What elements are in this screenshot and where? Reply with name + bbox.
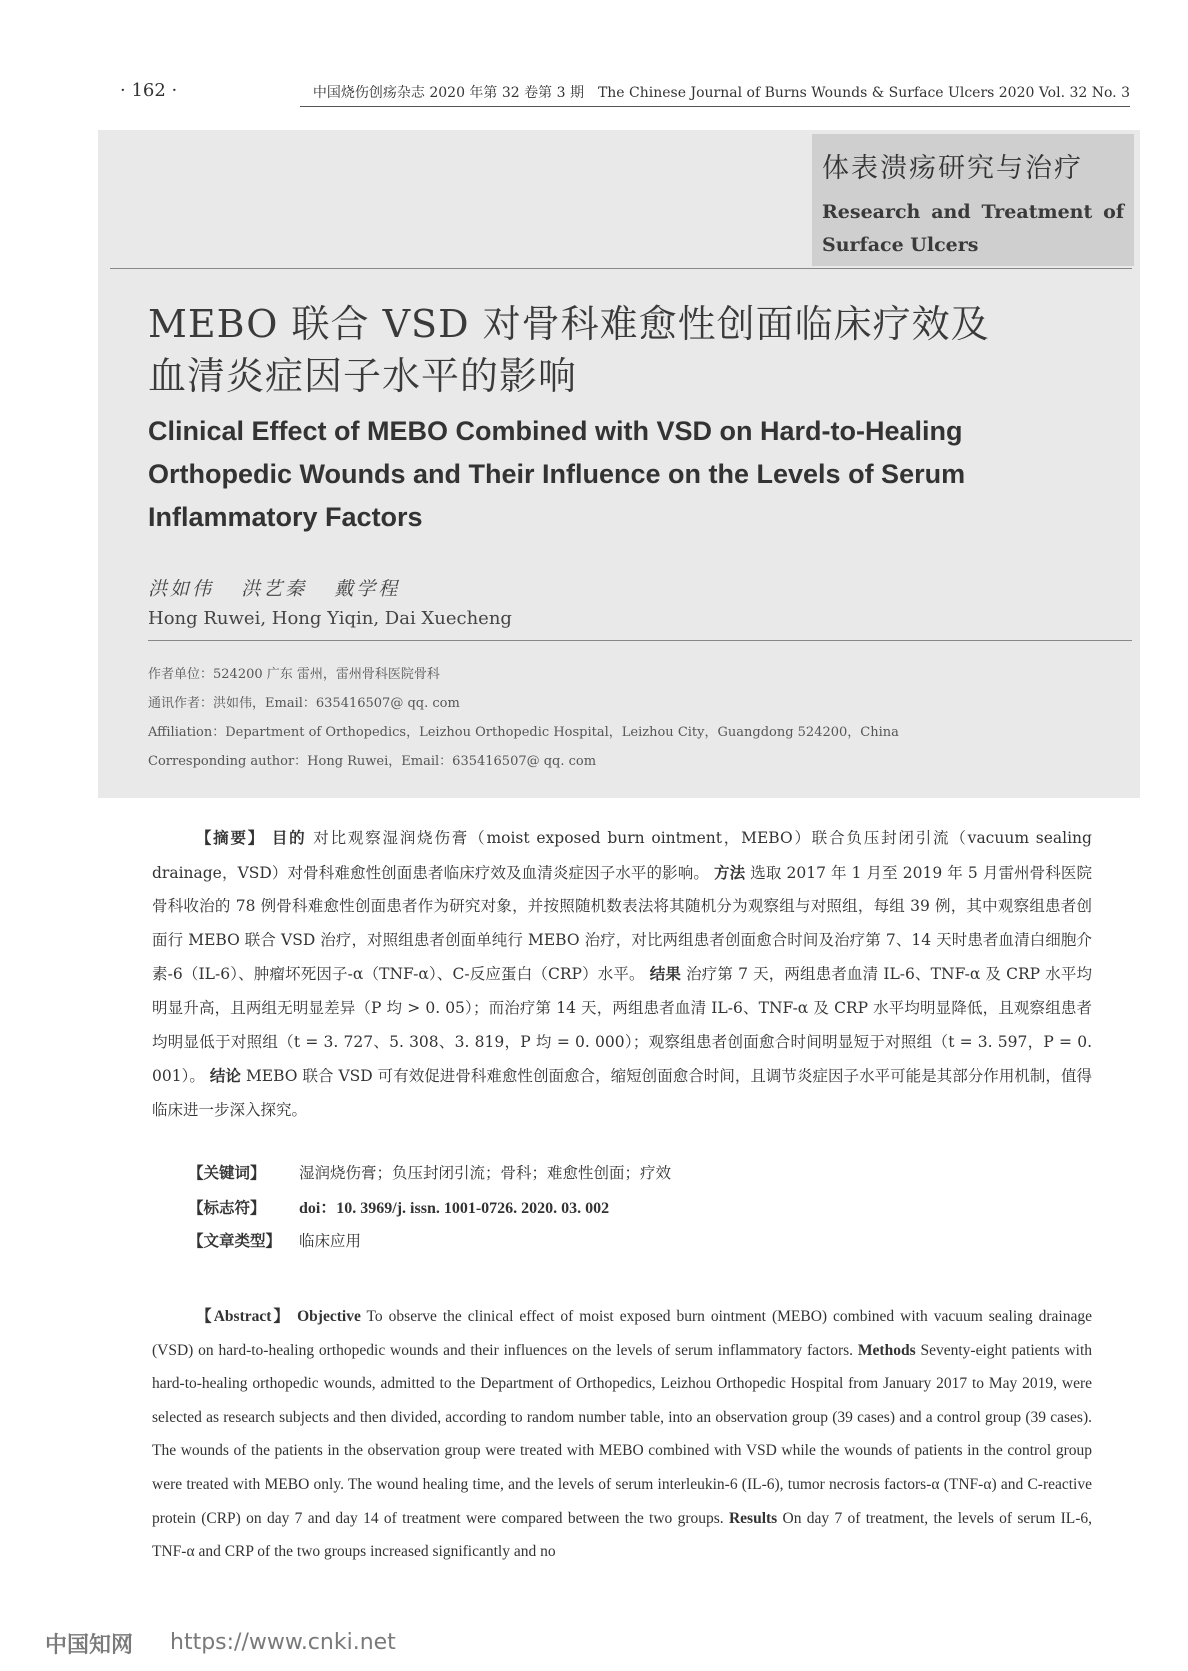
authors-en: Hong Ruwei, Hong Yiqin, Dai Xuecheng (148, 608, 512, 629)
column-label-en: Research and Treatment of Surface Ulcers (822, 201, 1124, 256)
results-text-en: On day 7 of treatment, the levels of serum IL-6, TNF-α and CRP of the two groups increased significantly and no (152, 1509, 1093, 1561)
doi-value: doi：10. 3969/j. issn. 1001-0726. 2020. 03. 002 (298, 1200, 610, 1217)
header-rule (300, 106, 1130, 107)
journal-citation: 中国烧伤创疡杂志 2020 年第 32 卷第 3 期 The Chinese Journal of Burns Wounds & Surface Ulcers 2020 Vol. 32 No. 3 (312, 85, 1130, 101)
abstract-cn-label: 【摘要】 (194, 828, 266, 847)
results-label-cn: 结果 (649, 964, 682, 984)
article-title-en: Clinical Effect of MEBO Combined with VSD on Hard-to-Healing Orthopedic Wounds and Their Influence on the Levels of Serum Inflammatory Factors (148, 416, 966, 532)
abstract-en (152, 1300, 1092, 1569)
abstract-en-label: 【Abstract】 (194, 1308, 292, 1325)
keywords-row (188, 1161, 671, 1183)
authors-cn: 洪如伟 洪艺秦 戴学程 (148, 578, 401, 600)
methods-label-en: Methods (857, 1341, 916, 1359)
conclusion-text-cn: MEBO 联合 VSD 可有效促进骨科难愈性创面愈合，缩短创面愈合时间，且调节炎症因子水平可能是其部分作用机制，值得临床进一步深入探究。 (152, 1067, 1092, 1119)
title-cn-line-1: MEBO 联合 VSD 对骨科难愈性创面临床疗效及 (148, 302, 990, 346)
objective-text-cn: 对比观察湿润烧伤膏（moist exposed burn ointment，MEBO）联合负压封闭引流（vacuum sealing drainage，VSD）对骨科难愈性创面患者临床疗效及血清炎症因子水平的影响。 (152, 829, 1092, 882)
conclusion-label-cn: 结论 (209, 1066, 241, 1086)
keywords-value: 湿润烧伤膏；负压封闭引流；骨科；难愈性创面；疗效 (298, 1164, 671, 1182)
article-type-label: 【文章类型】 (188, 1231, 282, 1250)
objective-label-cn: 目的 (271, 828, 307, 847)
article-title-cn (148, 298, 1048, 402)
keywords-label: 【关键词】 (188, 1163, 266, 1182)
column-rule (110, 268, 1132, 269)
identifier-label: 【标志符】 (188, 1198, 266, 1217)
objective-text-en: To observe the clinical effect of moist exposed burn ointment (MEBO) combined with vacuum sealing drainage (VSD) on hard-to-healing orthopedic wounds and their influences on the levels of serum inflammatory factors. (152, 1308, 1092, 1359)
cnki-logo: 中国知网 (45, 1633, 134, 1658)
cnki-url: https://www.cnki.net (170, 1630, 396, 1655)
methods-text-cn: 选取 2017 年 1 月至 2019 年 5 月雷州骨科医院骨科收治的 78 例骨科难愈性创面患者作为研究对象，并按照随机数表法将其随机分为观察组与对照组，每组 39 例，其中观察组患者创面行 MEBO 联合 VSD 治疗，对照组患者创面单纯行 MEBO 治疗，对比两组患者创面愈合时间及治疗第 7、14 天时患者血清白细胞介素-6（IL-6）、肿瘤坏死因子-α（TNF-α）、C-反应蛋白（CRP）水平。 (152, 863, 1092, 984)
page-number: · 162 · (120, 80, 178, 101)
abstract-cn (152, 821, 1092, 1127)
results-label-en: Results (728, 1509, 778, 1527)
identifier-row (188, 1195, 609, 1218)
corresponding-author-cn: 通讯作者：洪如伟，Email：635416507@ qq. com (148, 696, 460, 711)
affiliation-en: Affiliation：Department of Orthopedics，Leizhou Orthopedic Hospital，Leizhou City，Guangdong 524200，China (148, 725, 899, 740)
title-cn-line-2: 血清炎症因子水平的影响 (148, 354, 578, 398)
column-label-cn: 体表溃疡研究与治疗 (822, 153, 1083, 184)
authors-rule (148, 640, 1132, 641)
article-type-row (188, 1229, 361, 1251)
objective-label-en: Objective (297, 1308, 361, 1325)
methods-text-en: Seventy-eight patients with hard-to-healing orthopedic wounds, admitted to the Department of Orthopedics, Leizhou Orthopedic Hospital from January 2017 to May 2019, were selected as research subjects and then divided, according to random number table, into an observation group (39 cases) and a control group (39 cases). The wounds of the patients in the observation group were treated with MEBO combined with VSD while the wounds of patients in the control group were treated with MEBO only. The wound healing time, and the levels of serum interleukin-6 (IL-6), tumor necrosis factors-α (TNF-α) and C-reactive protein (CRP) on day 7 and day 14 of treatment were compared between the two groups. (152, 1341, 1093, 1527)
article-type-value: 临床应用 (298, 1232, 361, 1250)
results-text-cn: 治疗第 7 天，两组患者血清 IL-6、TNF-α 及 CRP 水平均明显升高，且两组无明显差异（P 均 > 0. 05）；而治疗第 14 天，两组患者血清 IL-6、TNF-α 及 CRP 水平均明显降低，且观察组患者均明显低于对照组（t = 3. 727、5. 308、3. 819，P 均 = 0. 000）；观察组患者创面愈合时间明显短于对照组（t = 3. 597，P = 0. 001）。 (152, 965, 1092, 1086)
running-head (120, 80, 1130, 106)
methods-label-cn: 方法 (714, 862, 746, 882)
affiliation-cn: 作者单位：524200 广东 雷州，雷州骨科医院骨科 (148, 667, 440, 682)
corresponding-author-en: Corresponding author：Hong Ruwei，Email：635416507@ qq. com (148, 754, 597, 769)
